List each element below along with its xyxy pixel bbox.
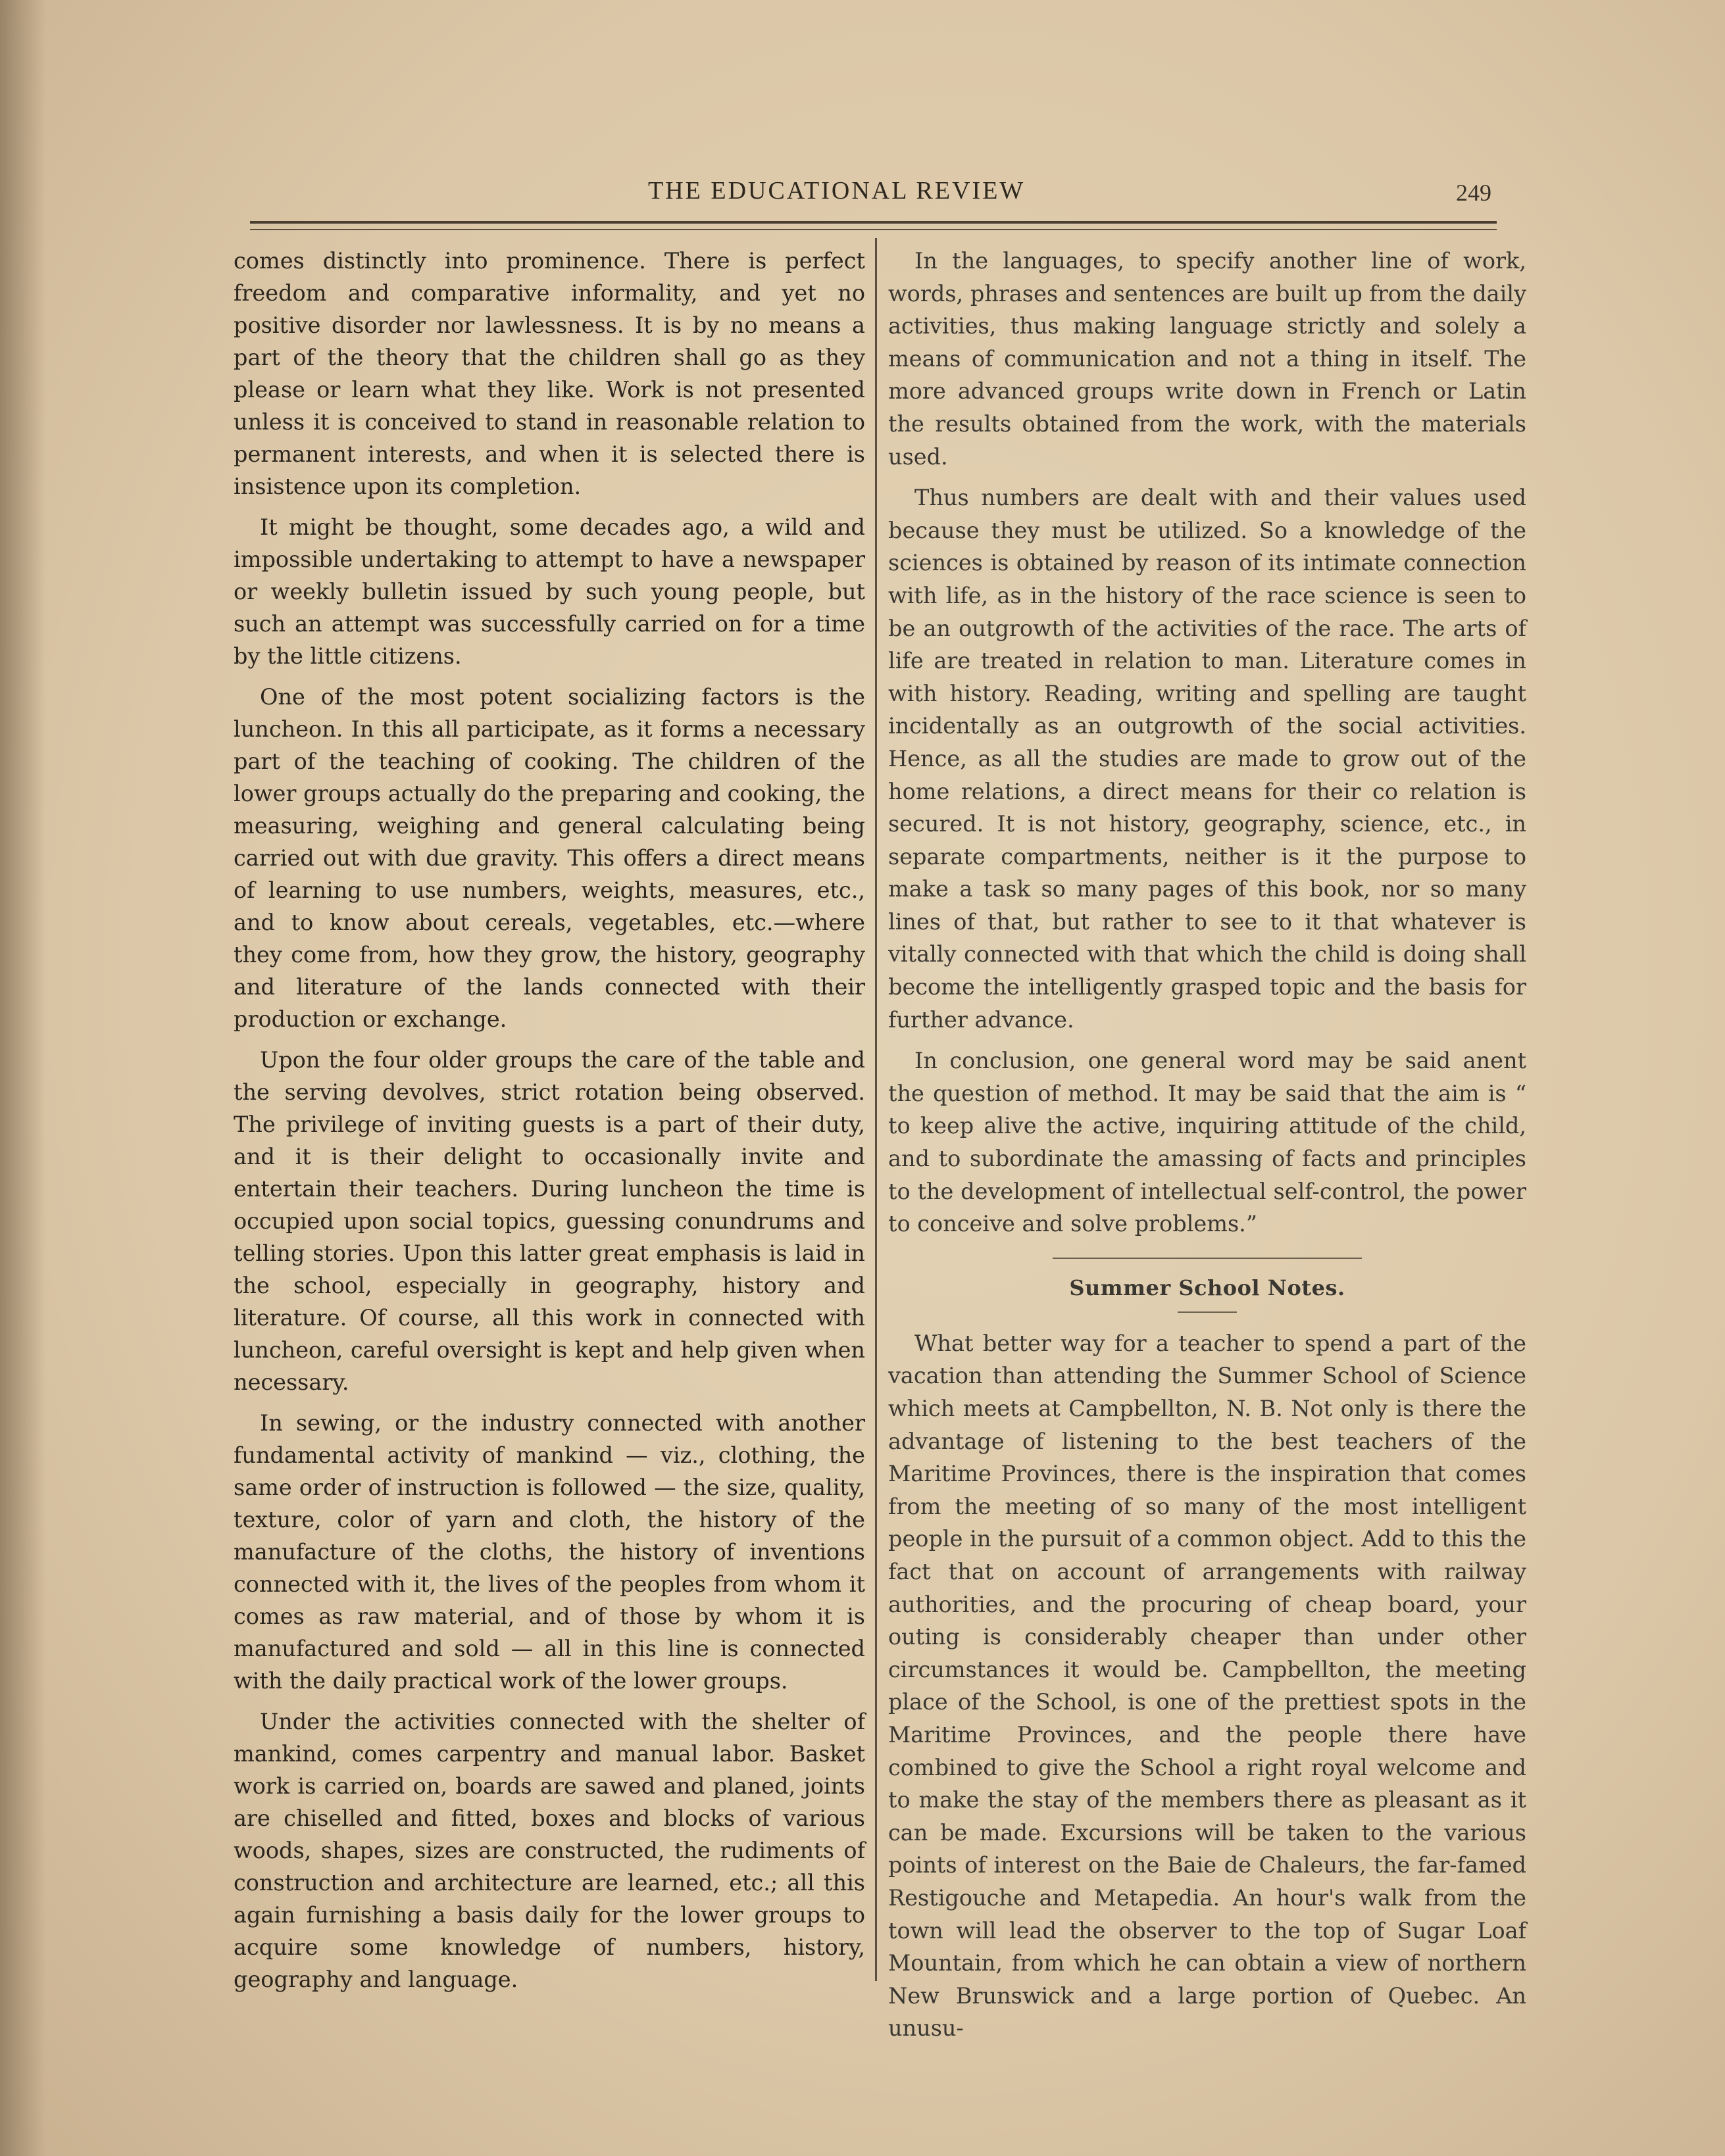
paragraph: In the languages, to specify another line of work, words, phrases and sentences are built up from the daily activities, thus making language strictly and solely a means of communication and not a thing in itself. The more advanced groups write down in French or Latin the results obtained from the work, with the materials used. xyxy=(888,248,1526,470)
paragraph: In sewing, or the industry connected with another fundamental activity of mankind — viz., clothing, the same order of instruction is followed — the size, quality, texture, color of yarn and cloth, the history of the manufacture of the cloths, the history of inventions connected with it, the lives of the peoples from whom it comes as raw material, and of those by whom it is manufactured and sold — all in this line is connected with the daily practical work of the lower groups. xyxy=(234,1410,865,1694)
binding-shadow xyxy=(0,0,46,2156)
page-header xyxy=(250,176,1500,216)
paragraph: One of the most potent socializing factors is the luncheon. In this all participate, as it forms a necessary part of the teaching of cooking. The children of the lower groups actually do the preparing and cooking, the measuring, weighing and general calculating being carried out with due gravity. This offers a direct means of learning to use numbers, weights, measures, etc., and to know about cereals, vegetables, etc.—where they come from, how they grow, the history, geography and literature of the lands connected with their production or exchange. xyxy=(234,684,865,1032)
section-rule-top xyxy=(1053,1258,1362,1259)
paragraph: It might be thought, some decades ago, a wild and impossible undertaking to attempt to have a newspaper or weekly bulletin issued by such young people, but such an attempt was successfully carried on for a time by the little citizens. xyxy=(234,514,865,669)
paragraph: Upon the four older groups the care of the table and the serving devolves, strict rotation being observed. The privilege of inviting guests is a part of their duty, and it is their delight to occasionally invite and entertain their teachers. During luncheon the time is occupied upon social topics, guessing conundrums and telling stories. Upon this latter great emphasis is laid in the school, especially in geography, history and literature. Of course, all this work in connected with luncheon, careful oversight is kept and help given when necessary. xyxy=(234,1047,865,1395)
page-number: 249 xyxy=(1456,180,1491,206)
left-column xyxy=(234,245,865,2004)
paragraph: Thus numbers are dealt with and their values used because they must be utilized. So a knowledge of the sciences is obtained by reason of its intimate connection with life, as in the history of the race science is seen to be an outgrowth of the activities of the race. The arts of life are treated in relation to man. Literature comes in with history. Reading, writing and spelling are taught incidentally as an outgrowth of the social activities. Hence, as all the studies are made to grow out of the home relations, a direct means for their co relation is secured. It is not history, geography, science, etc., in separate compartments, neither is it the purpose to make a task so many pages of this book, nor so many lines of that, but rather to see to it that whatever is vitally connected with that which the child is doing shall become the intelligently grasped topic and the basis for further advance. xyxy=(888,485,1526,1033)
column-divider xyxy=(875,238,877,1981)
paragraph: Under the activities connected with the shelter of mankind, comes carpentry and manual labor. Basket work is carried on, boards are sawed and planed, joints are chiselled and fitted, boxes and blocks of various woods, shapes, sizes are constructed, the rudiments of construction and architecture are learned, etc.; all this again furnishing a basis daily for the lower groups to acquire some knowledge of numbers, history, geography and language. xyxy=(234,1709,865,1992)
header-rule-thin xyxy=(250,229,1497,230)
paragraph: comes distinctly into prominence. There is perfect freedom and comparative informality, and yet no positive disorder nor lawlessness. It is by no means a part of the theory that the children shall go as they please or learn what they like. Work is not presented unless it is conceived to stand in reasonable relation to permanent interests, and when it is selected there is insistence upon its completion. xyxy=(234,248,865,499)
section-title: Summer School Notes. xyxy=(1069,1275,1345,1300)
running-title: THE EDUCATIONAL REVIEW xyxy=(648,177,1026,205)
paragraph: What better way for a teacher to spend a part of the vacation than attending the Summer School of Science which meets at Campbellton, N. B. Not only is there the advantage of listening to the best teachers of the Maritime Provinces, there is the inspiration that comes from the meeting of so many of the most intelligent people in the pursuit of a common object. Add to this the fact that on account of arrangements with railway authorities, and the procuring of cheap board, your outing is considerably cheaper than under other circumstances it would be. Campbellton, the meeting place of the School, is one of the prettiest spots in the Maritime Provinces, and the people there have combined to give the School a right royal welcome and to make the stay of the members there as pleasant as it can be made. Excursions will be taken to the various points of interest on the Baie de Chaleurs, the far-famed Restigouche and Metapedia. An hour's walk from the town will lead the observer to the top of Sugar Loaf Mountain, from which he can obtain a view of northern New Brunswick and a large portion of Quebec. An unusu- xyxy=(888,1330,1526,2042)
section-rule-bottom xyxy=(1178,1311,1237,1313)
paragraph: In conclusion, one general word may be said anent the question of method. It may be said that the aim is “ to keep alive the active, inquiring attitude of the child, and to subordinate the amassing of facts and principles to the development of intellectual self-control, the power to conceive and solve problems.” xyxy=(888,1048,1526,1237)
right-column xyxy=(888,245,1526,2053)
header-rule-thick xyxy=(250,221,1497,224)
